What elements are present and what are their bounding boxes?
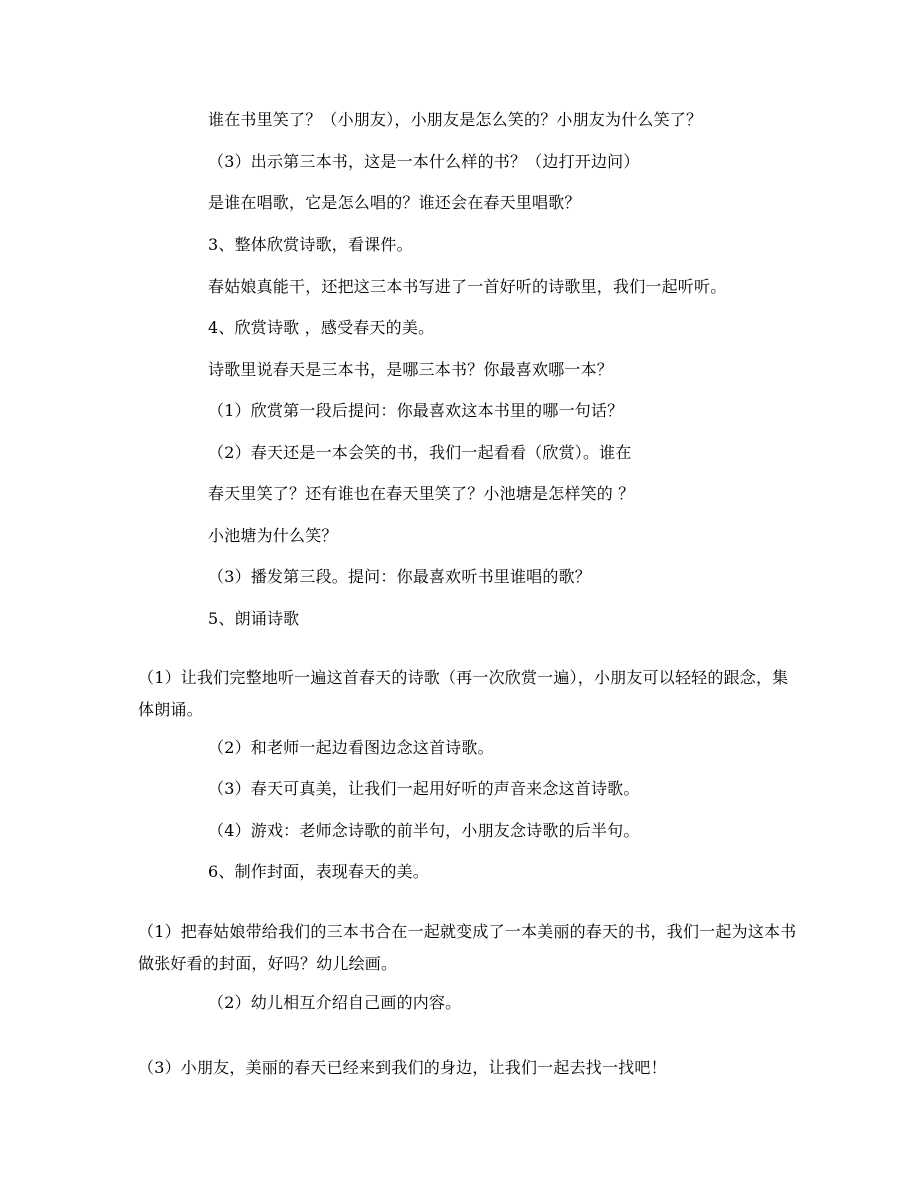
paragraph-spring-girl-poem: 春姑娘真能干，还把这三本书写进了一首好听的诗歌里，我们一起听听。: [208, 277, 727, 296]
paragraph-game: （4）游戏：老师念诗歌的前半句，小朋友念诗歌的后半句。: [208, 821, 640, 840]
heading-step-4: 4、欣赏诗歌 ，感受春天的美。: [208, 318, 435, 337]
paragraph-laughing-book: （2）春天还是一本会笑的书，我们一起看看（欣赏）。谁在: [208, 443, 632, 462]
paragraph-listen-whole-poem: （1）让我们完整地听一遍这首春天的诗歌（再一次欣赏一遍），小朋友可以轻轻的跟念，集体朗诵。: [138, 668, 789, 719]
paragraph-third-stanza: （3）播发第三段。提问：你最喜欢听书里谁唱的歌？: [208, 567, 591, 586]
paragraph-read-with-teacher: （2）和老师一起边看图边念这首诗歌。: [208, 738, 494, 757]
heading-step-5: 5、朗诵诗歌: [208, 609, 300, 628]
paragraph-make-cover: （1）把春姑娘带给我们的三本书合在一起就变成了一本美丽的春天的书，我们一起为这本书做张好看的封面，好吗？幼儿绘画。: [138, 922, 797, 973]
paragraph-find-spring: （3）小朋友，美丽的春天已经来到我们的身边，让我们一起去找一找吧！: [138, 1058, 667, 1077]
heading-step-6: 6、制作封面，表现春天的美。: [208, 862, 429, 881]
paragraph-third-book: （3）出示第三本书，这是一本什么样的书？（边打开边问）: [208, 152, 640, 171]
paragraph-who-laughed-in-spring: 春天里笑了？还有谁也在春天里笑了？小池塘是怎样笑的 ？: [208, 484, 635, 503]
heading-step-3: 3、整体欣赏诗歌，看课件。: [208, 235, 413, 254]
paragraph-spring-beautiful: （3）春天可真美，让我们一起用好听的声音来念这首诗歌。: [208, 779, 640, 798]
paragraph-who-is-singing: 是谁在唱歌，它是怎么唱的？谁还会在春天里唱歌？: [208, 193, 581, 212]
paragraph-who-laughed-in-book: 谁在书里笑了？（小朋友），小朋友是怎么笑的？小朋友为什么笑了？: [208, 110, 703, 129]
paragraph-first-stanza: （1）欣赏第一段后提问：你最喜欢这本书里的哪一句话？: [208, 401, 624, 420]
paragraph-why-pond-laughs: 小池塘为什么笑？: [208, 526, 338, 545]
paragraph-three-books-question: 诗歌里说春天是三本书，是哪三本书？你最喜欢哪一本？: [208, 360, 614, 379]
paragraph-introduce-drawings: （2）幼儿相互介绍自己画的内容。: [208, 993, 462, 1012]
